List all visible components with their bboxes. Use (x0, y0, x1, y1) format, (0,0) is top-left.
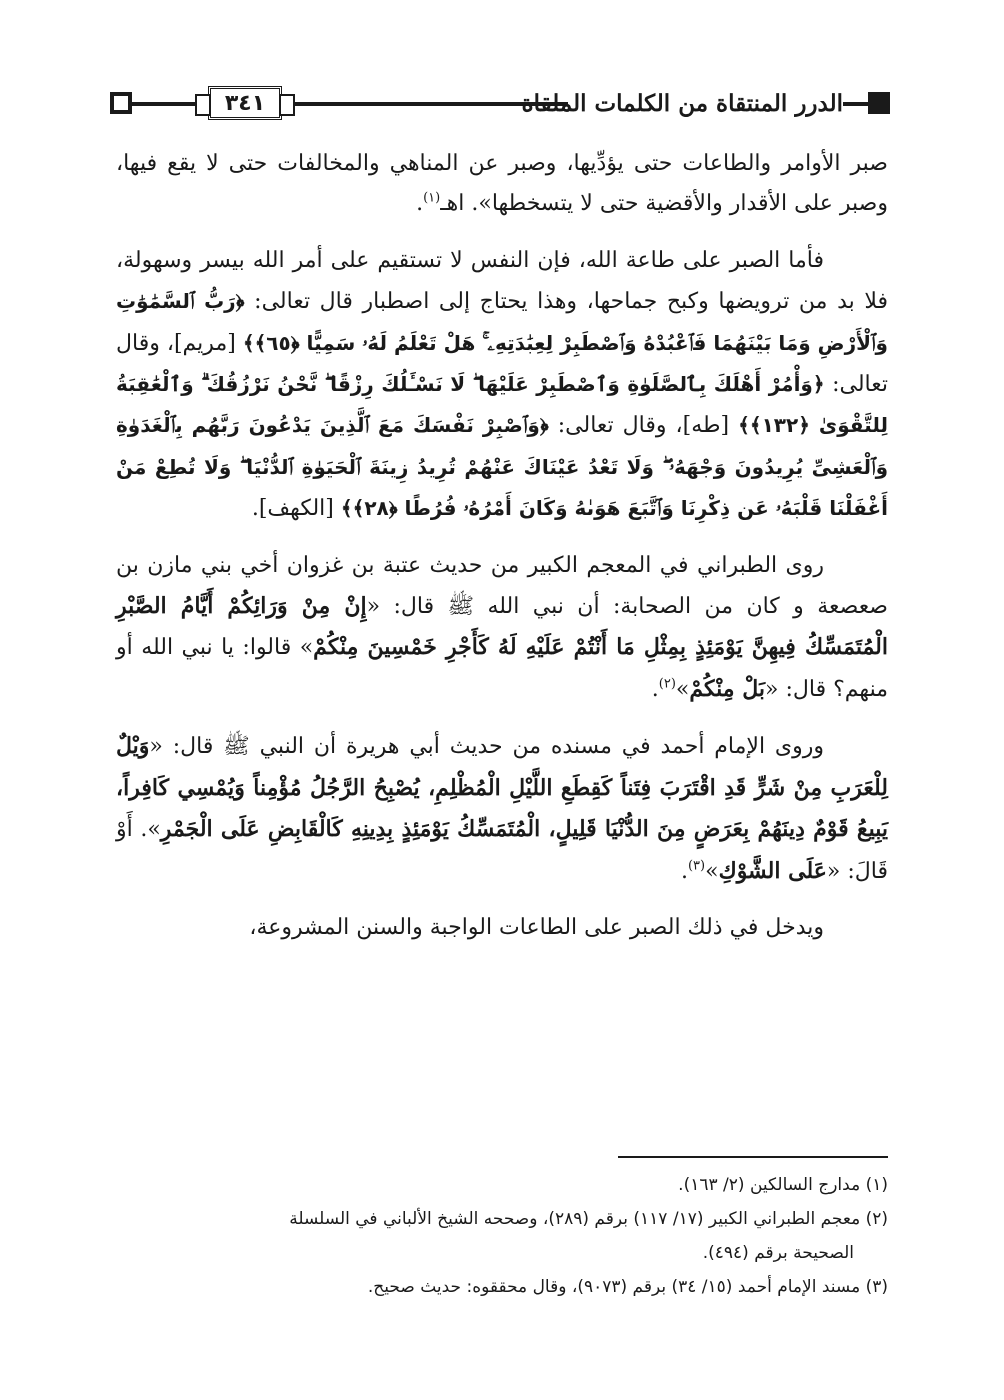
quran-verse: ﴿رَبُّ ٱلسَّمَٰوَٰتِ وَٱلْأَرْضِ وَمَا بَيْنَهُمَا فَٱعْبُدْهُ وَٱصْطَبِرْ لِعِبَٰدَتِهِۦ ۚ هَلْ تَعْلَمُ لَهُۥ سَمِيًّا ﴿٦٥﴾﴾ (116, 289, 888, 355)
footnote-marker: (٣) (687, 858, 706, 874)
punctuation: . (416, 191, 424, 217)
punctuation: » (705, 858, 719, 884)
header-ornament-square (868, 92, 890, 114)
hadith-text: عَلَى الشَّوْكِ (718, 857, 827, 884)
surah-reference: [مريم]، وقال تعالى: (116, 330, 888, 398)
footnote-separator (618, 1156, 888, 1158)
footnote-marker: (٢) (658, 676, 676, 692)
paragraph (116, 241, 888, 530)
paragraph (116, 726, 888, 892)
header-ornament-square (110, 92, 132, 114)
footnote: (٢) معجم الطبراني الكبير (١٧/ ١١٧) برقم (٢٨٩)، وصححه الشيخ الألباني في السلسلة (289, 1209, 888, 1229)
paragraph (116, 144, 888, 225)
footnotes (116, 1168, 888, 1304)
footnote: (٣) مسند الإمام أحمد (١٥/ ٣٤) برقم (٩٠٧٣)، وقال محققوه: حديث صحيح. (367, 1277, 888, 1297)
hadith-text: بَلْ مِنْكُمْ (689, 675, 766, 702)
surah-reference: [طه]، وقال تعالى: (557, 413, 730, 439)
paragraph-text: » قالوا: يا نبي الله أو منهم؟ قال: « (116, 635, 888, 702)
book-title: الدرر المنتقاة من الكلمات الملقاة (568, 84, 843, 124)
paragraph-text: روى الطبراني في المعجم الكبير من حديث عتبة بن غزوان أخي بني مازن بن صعصعة و كان من الصحابة: أن نبي الله ﷺ قال: « (116, 552, 888, 620)
punctuation: . (680, 858, 688, 884)
paragraph-text: صبر الأوامر والطاعات حتى يؤدِّيها، وصبر عن المناهي والمخالفات حتى لا يقع فيها، وصبر على الأقدار والأقضية حتى لا يتسخطها». اهـ (116, 151, 888, 217)
page-number: ٣٤١ (208, 86, 282, 120)
quran-verse: ﴿وَٱصْبِرْ نَفْسَكَ مَعَ ٱلَّذِينَ يَدْعُونَ رَبَّهُم بِٱلْغَدَوٰةِ وَٱلْعَشِىِّ يُرِيدُونَ وَجْهَهُۥ ۖ وَلَا تَعْدُ عَيْنَاكَ عَنْهُمْ تُرِيدُ زِينَةَ ٱلْحَيَوٰةِ ٱلدُّنْيَا ۖ وَلَا تُطِعْ مَنْ أَغْفَلْنَا قَلْبَهُۥ عَن ذِكْرِنَا وَٱتَّبَعَ هَوَىٰهُ وَكَانَ أَمْرُهُۥ فُرُطًا ﴿٢٨﴾﴾ (116, 413, 888, 521)
punctuation: » (675, 676, 690, 702)
paragraph-text: وروى الإمام أحمد في مسنده من حديث أبي هريرة أن النبي ﷺ قال: « (149, 734, 824, 760)
paragraph (116, 908, 888, 948)
paragraph-text: ». أَوْ قَالَ: « (116, 817, 888, 884)
surah-reference: [الكهف]. (251, 496, 334, 522)
paragraph-text: فأما الصبر على طاعة الله، فإن النفس لا تستقيم على أمر الله بيسر وسهولة، فلا بد من ترويضها وكبح جماحها، وهذا يحتاج إلى اصطبار قال تعالى: (116, 247, 889, 315)
paragraph-text: ويدخل في ذلك الصبر على الطاعات الواجبة والسنن المشروعة، (249, 914, 824, 940)
page-header (110, 82, 890, 126)
paragraph (116, 546, 888, 711)
hadith-text: وَيْلٌ لِلْعَرَبِ مِنْ شَرٍّ قَدِ اقْتَرَبَ فِتَناً كَقِطَعِ اللَّيْلِ الْمُظْلِمِ، يُصْبِحُ الرَّجُلُ مُؤْمِناً وَيُمْسِي كَافِراً، يَبِيعُ قَوْمٌ دِينَهُمْ بِعَرَضٍ مِنَ الدُّنْيَا قَلِيلٍ، الْمُتَمَسِّكُ يَوْمَئِذٍ بِدِينِهِ كَالْقَابِضِ عَلَى الْجَمْرِ (116, 733, 888, 843)
quran-verse: ﴿وَأْمُرْ أَهْلَكَ بِٱلصَّلَوٰةِ وَٱصْطَبِرْ عَلَيْهَا ۖ لَا نَسْـَٔلُكَ رِزْقًا ۖ نَّحْنُ نَرْزُقُكَ ۗ وَٱلْعَٰقِبَةُ لِلتَّقْوَىٰ ﴿١٣٢﴾﴾ (116, 372, 888, 438)
footnote: (١) مدارج السالكين (٢/ ١٦٣). (678, 1175, 888, 1195)
punctuation: . (651, 676, 659, 702)
footnote-continuation: الصحيحة برقم (٤٩٤). (702, 1243, 854, 1263)
footnote-marker: (١) (423, 191, 441, 207)
page-body (116, 144, 888, 948)
hadith-text: إِنْ مِنْ وَرَائِكُمْ أَيَّامُ الصَّبْرِ الْمُتَمَسِّكُ فِيهِنَّ يَوْمَئِذٍ بِمِثْلِ مَا أَنْتُمْ عَلَيْهِ لَهُ كَأَجْرِ خَمْسِينَ مِنْكُمْ (116, 593, 888, 661)
